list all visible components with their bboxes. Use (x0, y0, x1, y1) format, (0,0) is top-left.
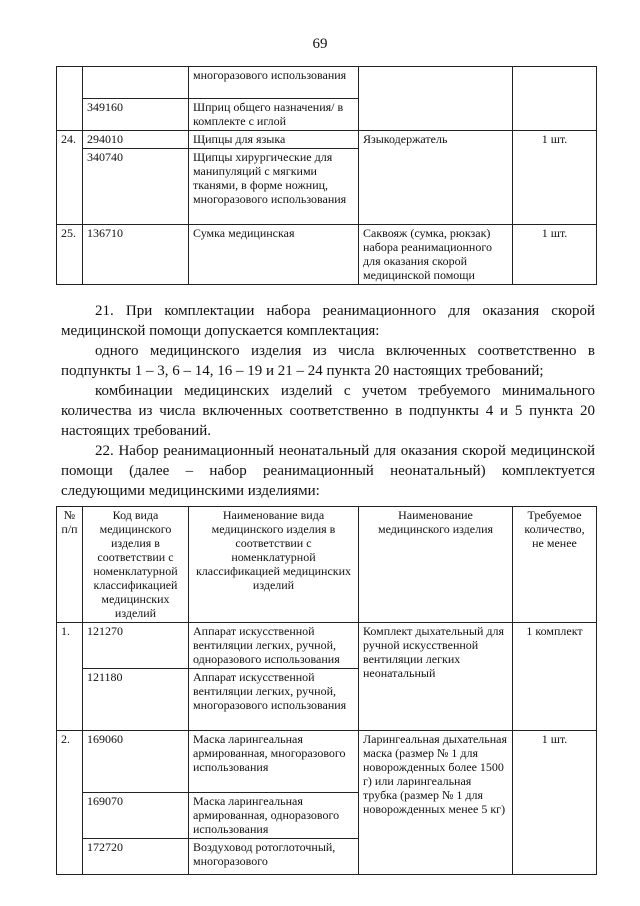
device-code: 121180 (83, 669, 189, 731)
header-type-name: Наименование вида медицинского изделия в соответствии с номенклатурной классификацией медицинских изделий (189, 507, 359, 623)
neonatal-kit-table (56, 506, 597, 875)
device-type-name: Аппарат искусственной вентиляции легких, ручной, одноразового использования (189, 623, 359, 669)
device-type-name: Маска ларингеальная армированная, многоразового использования (189, 731, 359, 793)
table-row (57, 67, 597, 99)
device-type-name: многоразового использования (189, 67, 359, 99)
top-table (56, 66, 597, 285)
device-code: 169070 (83, 793, 189, 839)
required-quantity: 1 шт. (513, 225, 597, 285)
table-header-row (57, 507, 597, 623)
required-quantity: 1 комплект (513, 623, 597, 731)
device-code: 294010 (83, 131, 189, 149)
body-text (61, 301, 595, 501)
device-type-name: Щипцы хирургические для манипуляций с мягкими тканями, в форме ножниц, многоразового использования (189, 149, 359, 225)
header-code: Код вида медицинского изделия в соответствии с номенклатурной классификацией медицинских изделий (83, 507, 189, 623)
device-type-name: Аппарат искусственной вентиляции легких, ручной, многоразового использования (189, 669, 359, 731)
device-code: 340740 (83, 149, 189, 225)
required-quantity: 1 шт. (513, 731, 597, 875)
device-code: 172720 (83, 839, 189, 875)
row-number: 2. (57, 731, 83, 875)
device-name: Комплект дыхательный для ручной искусственной вентиляции легких неонатальный (359, 623, 513, 731)
page-number: 69 (312, 36, 328, 52)
device-code: 169060 (83, 731, 189, 793)
device-name: Ларингеальная дыхательная маска (размер № 1 для новорожденных более 1500 г) или ларингеальная трубка (размер № 1 для новорожденных менее 5 кг) (359, 731, 513, 875)
device-code (83, 67, 189, 99)
table-row (57, 131, 597, 149)
device-code: 121270 (83, 623, 189, 669)
device-name: Саквояж (сумка, рюкзак) набора реанимационного для оказания скорой медицинской помощи (359, 225, 513, 285)
header-number: № п/п (57, 507, 83, 623)
device-type-name: Сумка медицинская (189, 225, 359, 285)
paragraph-combination: комбинации медицинских изделий с учетом требуемого минимального количества из числа включенных соответственно в подпункты 4 и 5 пункта 20 настоящих требований. (61, 383, 595, 439)
device-code: 136710 (83, 225, 189, 285)
device-type-name: Шприц общего назначения/ в комплекте с иглой (189, 99, 359, 131)
table-row (57, 731, 597, 793)
device-name: Языкодержатель (359, 131, 513, 225)
paragraph-single-device: одного медицинского изделия из числа включенных соответственно в подпункты 1 – 3, 6 – 14, 16 – 19 и 21 – 24 пункта 20 настоящих требований; (61, 343, 595, 379)
row-number (57, 67, 83, 131)
header-device-name: Наименование медицинского изделия (359, 507, 513, 623)
row-number: 24. (57, 131, 83, 225)
table-row (57, 225, 597, 285)
header-quantity: Требуемое количество, не менее (513, 507, 597, 623)
device-code: 349160 (83, 99, 189, 131)
device-type-name: Воздуховод ротоглоточный, многоразового (189, 839, 359, 875)
paragraph-22: 22. Набор реанимационный неонатальный для оказания скорой медицинской помощи (далее – набор реанимационный неонатальный) комплектуется следующими медицинскими изделиями: (61, 443, 595, 499)
row-number: 25. (57, 225, 83, 285)
row-number: 1. (57, 623, 83, 731)
required-quantity (513, 67, 597, 131)
paragraph-21: 21. При комплектации набора реанимационного для оказания скорой медицинской помощи допускается комплектация: (61, 303, 595, 339)
device-type-name: Маска ларингеальная армированная, одноразового использования (189, 793, 359, 839)
table-row (57, 623, 597, 669)
device-type-name: Щипцы для языка (189, 131, 359, 149)
required-quantity: 1 шт. (513, 131, 597, 225)
device-name (359, 67, 513, 131)
